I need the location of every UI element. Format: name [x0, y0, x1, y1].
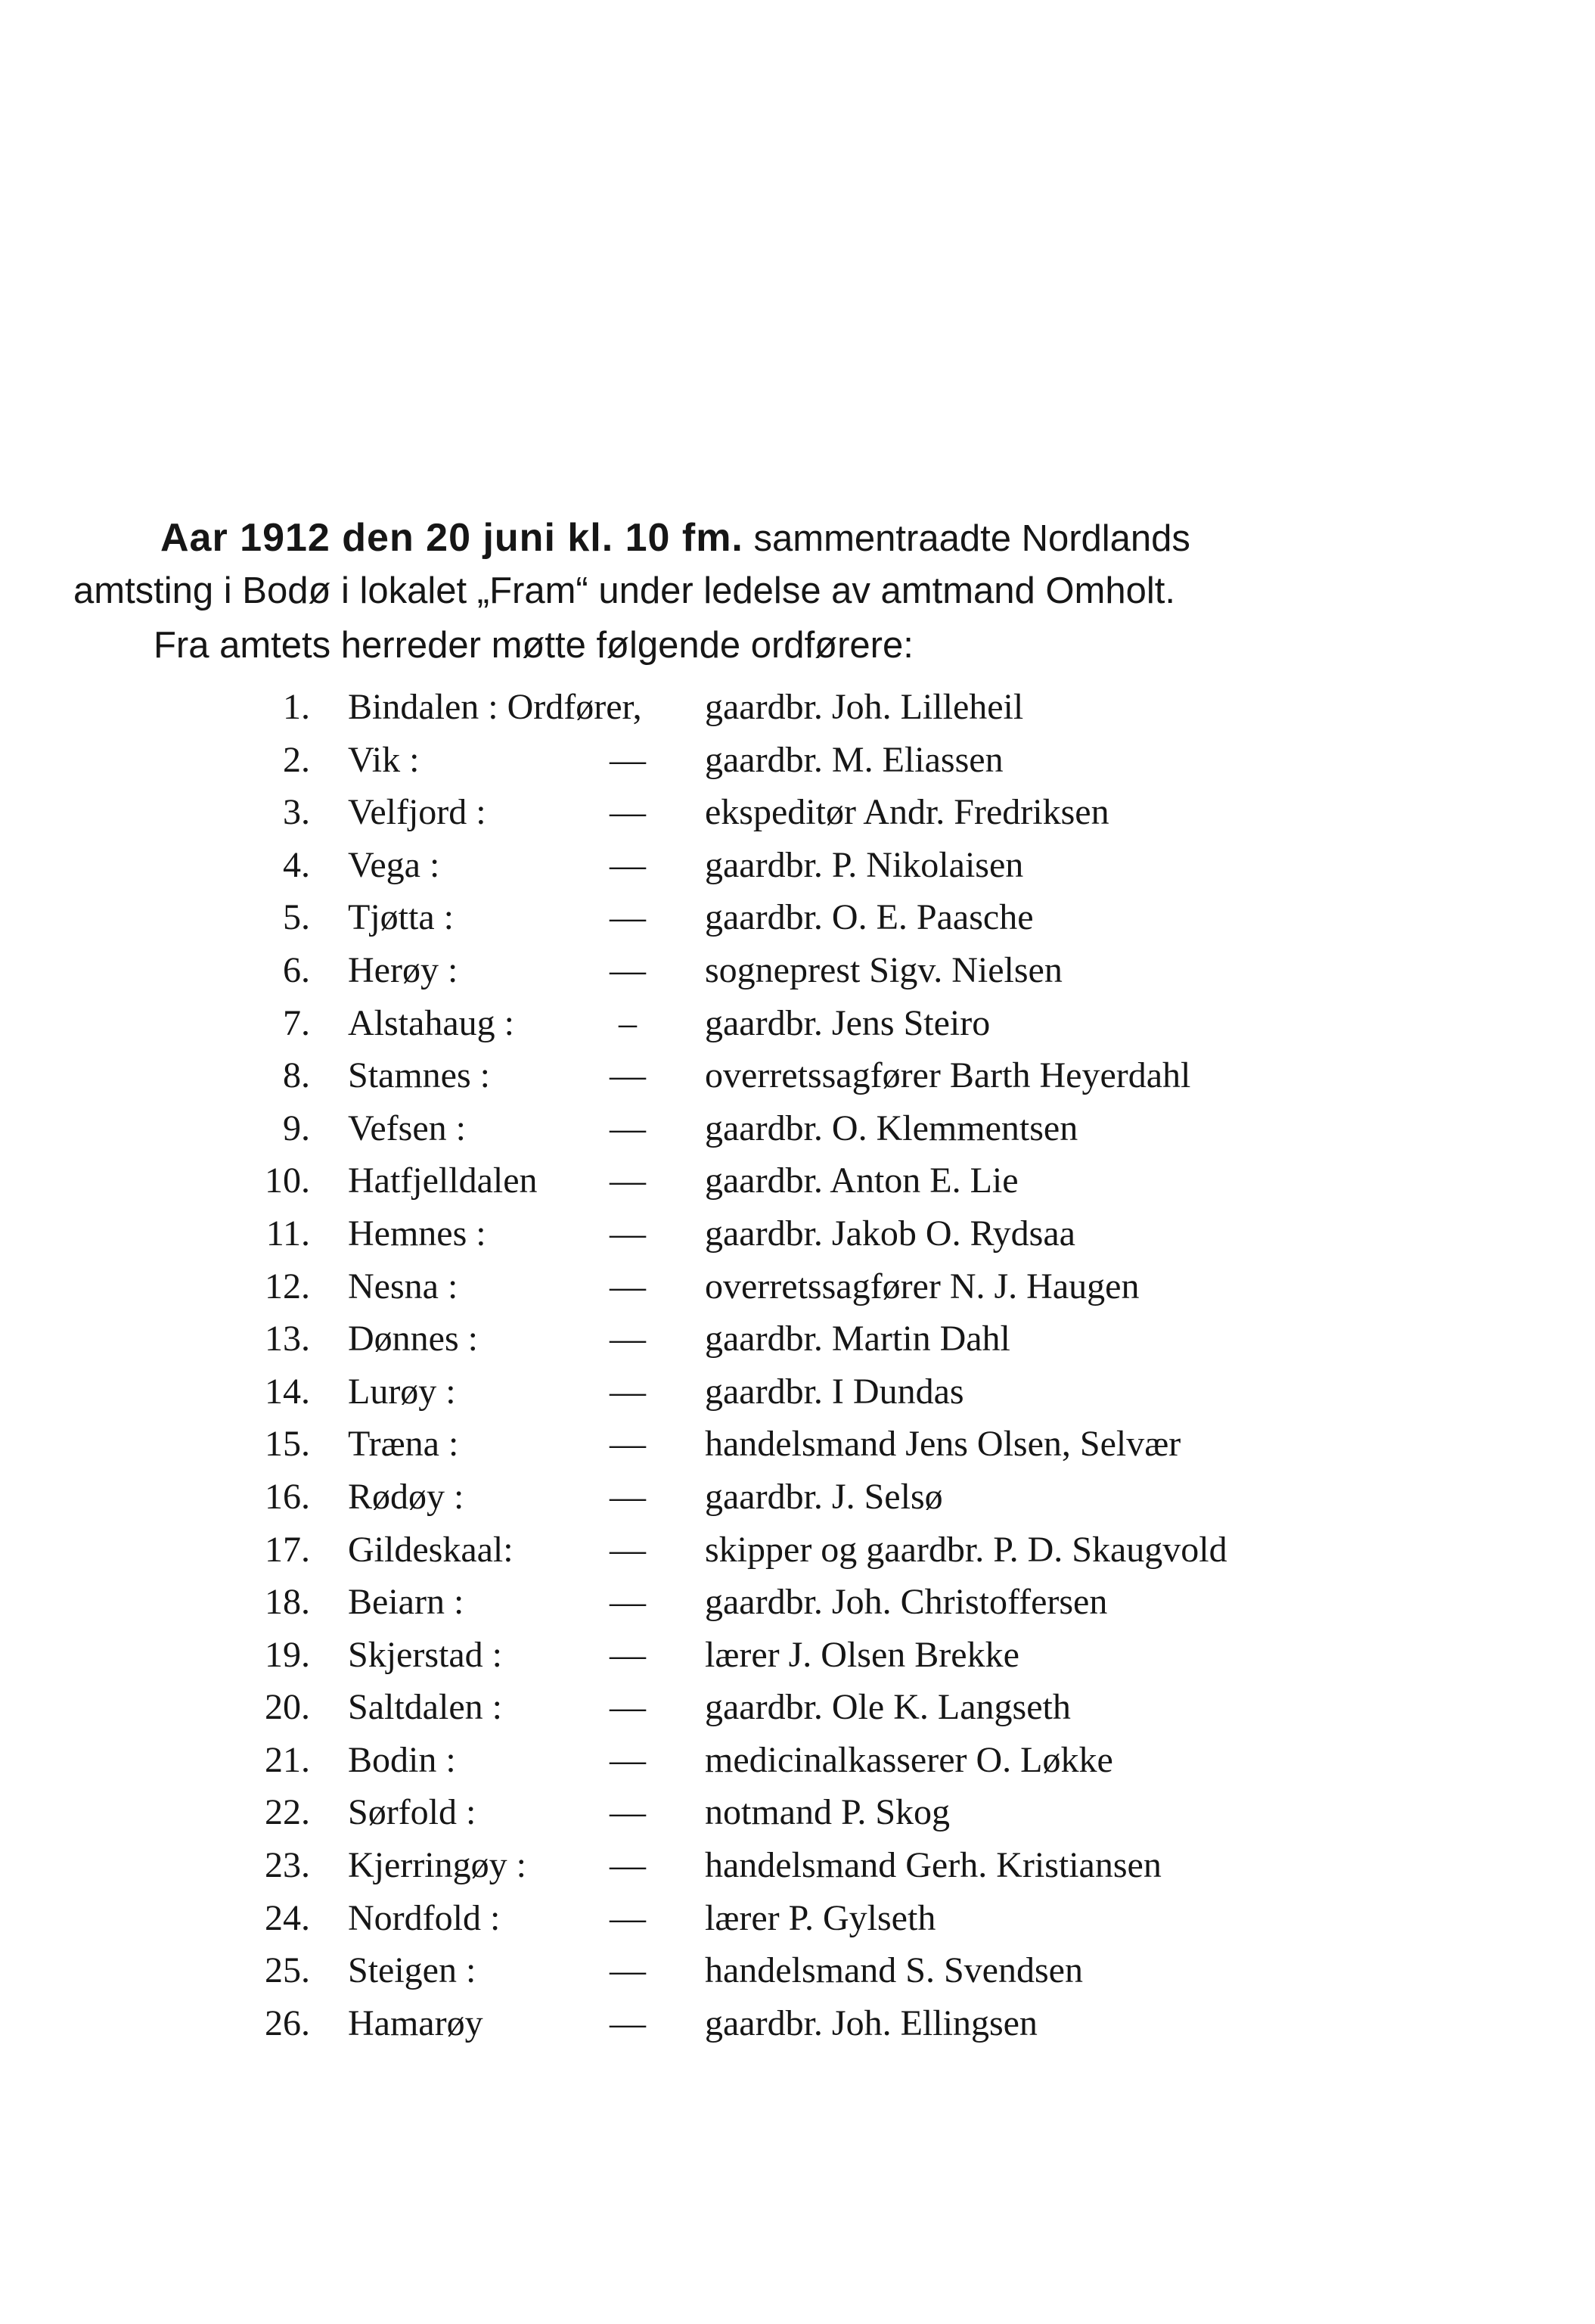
ditto-dash: — — [610, 1055, 646, 1096]
list-item — [0, 997, 1595, 1050]
ditto-dash: — — [610, 1319, 646, 1359]
ditto-dash: — — [610, 1108, 646, 1148]
entry-number: 16. — [265, 1476, 310, 1517]
municipality-name: Vik : — [348, 739, 420, 780]
municipality-name: Bindalen : Ordfører, — [348, 687, 642, 727]
entry-number: 20. — [265, 1687, 310, 1728]
representative-name: gaardbr. P. Nikolaisen — [705, 844, 1024, 885]
ditto-dash: — — [610, 1529, 646, 1570]
list-item — [0, 1524, 1595, 1577]
entry-number: 23. — [265, 1845, 310, 1886]
list-item — [0, 944, 1595, 997]
representative-name: gaardbr. J. Selsø — [705, 1476, 943, 1517]
ditto-dash: — — [610, 1739, 646, 1780]
entry-number: 13. — [265, 1319, 310, 1359]
entry-number: 21. — [265, 1739, 310, 1780]
entry-number: 15. — [265, 1424, 310, 1465]
entry-number: 2. — [283, 739, 310, 780]
entry-number: 12. — [265, 1266, 310, 1306]
representative-name: gaardbr. Ole K. Langseth — [705, 1687, 1071, 1728]
list-item — [0, 839, 1595, 892]
list-item — [0, 1839, 1595, 1892]
entry-number: 24. — [265, 1897, 310, 1938]
entry-number: 9. — [283, 1108, 310, 1148]
entry-number: 19. — [265, 1634, 310, 1675]
ditto-dash: — — [610, 1213, 646, 1254]
entry-number: 8. — [283, 1055, 310, 1096]
representative-name: handelsmand Jens Olsen, Selvær — [705, 1424, 1181, 1465]
municipality-name: Stamnes : — [348, 1055, 490, 1096]
representative-name: medicinalkasserer O. Løkke — [705, 1739, 1113, 1780]
entry-number: 25. — [265, 1950, 310, 1991]
representative-name: notmand P. Skog — [705, 1792, 951, 1833]
representative-name: gaardbr. O. E. Paasche — [705, 897, 1034, 938]
municipality-name: Beiarn : — [348, 1582, 464, 1623]
entry-number: 17. — [265, 1529, 310, 1570]
intro-line-3: Fra amtets herreder møtte følgende ordførere: — [154, 625, 914, 666]
heading-date: Aar 1912 den 20 juni kl. 10 fm. — [160, 516, 743, 560]
entry-number: 5. — [283, 897, 310, 938]
list-item — [0, 1260, 1595, 1313]
list-item — [0, 1576, 1595, 1629]
municipality-name: Gildeskaal: — [348, 1529, 514, 1570]
entry-number: 6. — [283, 949, 310, 990]
representative-name: gaardbr. Martin Dahl — [705, 1319, 1010, 1359]
representative-name: handelsmand S. Svendsen — [705, 1950, 1083, 1991]
list-item — [0, 1049, 1595, 1102]
ditto-dash: — — [610, 1845, 646, 1886]
list-item — [0, 1892, 1595, 1945]
representative-name: overretssagfører N. J. Haugen — [705, 1266, 1140, 1306]
list-item — [0, 1734, 1595, 1787]
municipality-name: Bodin : — [348, 1739, 456, 1780]
representative-name: gaardbr. I Dundas — [705, 1371, 964, 1412]
municipality-name: Kjerringøy : — [348, 1845, 526, 1886]
list-item — [0, 1681, 1595, 1734]
representative-name: gaardbr. Jens Steiro — [705, 1002, 991, 1043]
ditto-dash: – — [619, 1002, 637, 1043]
representative-name: handelsmand Gerh. Kristiansen — [705, 1845, 1162, 1886]
list-item — [0, 1471, 1595, 1524]
municipality-name: Hemnes : — [348, 1213, 486, 1254]
municipality-name: Hatfjelldalen — [348, 1160, 538, 1201]
municipality-name: Sørfold : — [348, 1792, 476, 1833]
representative-name: gaardbr. Joh. Ellingsen — [705, 2002, 1038, 2043]
municipality-name: Steigen : — [348, 1950, 476, 1991]
ditto-dash: — — [610, 949, 646, 990]
list-item — [0, 1997, 1595, 2050]
ditto-dash: — — [610, 2002, 646, 2043]
entry-number: 4. — [283, 844, 310, 885]
ditto-dash: — — [610, 1160, 646, 1201]
ditto-dash: — — [610, 1582, 646, 1623]
representative-name: gaardbr. Anton E. Lie — [705, 1160, 1019, 1201]
municipality-name: Alstahaug : — [348, 1002, 514, 1043]
municipality-name: Saltdalen : — [348, 1687, 502, 1728]
ditto-dash: — — [610, 1792, 646, 1833]
list-item — [0, 1786, 1595, 1839]
representative-name: lærer P. Gylseth — [705, 1897, 936, 1938]
list-item — [0, 1313, 1595, 1366]
ditto-dash: — — [610, 1266, 646, 1306]
attendee-list — [0, 681, 1595, 2049]
list-item — [0, 1207, 1595, 1260]
list-item — [0, 734, 1595, 787]
municipality-name: Vega : — [348, 844, 440, 885]
municipality-name: Træna : — [348, 1424, 459, 1465]
intro-line-2: amtsting i Bodø i lokalet „Fram“ under ledelse av amtmand Omholt. — [73, 570, 1175, 611]
municipality-name: Velfjord : — [348, 792, 486, 833]
list-item — [0, 1629, 1595, 1682]
representative-name: sogneprest Sigv. Nielsen — [705, 949, 1063, 990]
representative-name: gaardbr. Joh. Christoffersen — [705, 1582, 1108, 1623]
representative-name: overretssagfører Barth Heyerdahl — [705, 1055, 1191, 1096]
municipality-name: Rødøy : — [348, 1476, 464, 1517]
ditto-dash: — — [610, 1950, 646, 1991]
municipality-name: Tjøtta : — [348, 897, 454, 938]
municipality-name: Vefsen : — [348, 1108, 466, 1148]
entry-number: 10. — [265, 1160, 310, 1201]
list-item — [0, 681, 1595, 734]
list-item — [0, 891, 1595, 944]
list-item — [0, 1418, 1595, 1471]
ditto-dash: — — [610, 897, 646, 938]
entry-number: 14. — [265, 1371, 310, 1412]
entry-number: 11. — [265, 1213, 310, 1254]
representative-name: skipper og gaardbr. P. D. Skaugvold — [705, 1529, 1227, 1570]
representative-name: lærer J. Olsen Brekke — [705, 1634, 1019, 1675]
ditto-dash: — — [610, 1424, 646, 1465]
ditto-dash: — — [610, 1476, 646, 1517]
intro-line-1 — [160, 515, 1190, 561]
list-item — [0, 1944, 1595, 1997]
municipality-name: Nesna : — [348, 1266, 458, 1306]
list-item — [0, 786, 1595, 839]
ditto-dash: — — [610, 1897, 646, 1938]
entry-number: 18. — [265, 1582, 310, 1623]
ditto-dash: — — [610, 1687, 646, 1728]
ditto-dash: — — [610, 844, 646, 885]
entry-number: 1. — [283, 687, 310, 727]
representative-name: ekspeditør Andr. Fredriksen — [705, 792, 1109, 833]
representative-name: gaardbr. M. Eliassen — [705, 739, 1004, 780]
representative-name: gaardbr. O. Klemmentsen — [705, 1108, 1078, 1148]
intro-line-1-rest: sammentraadte Nordlands — [753, 518, 1190, 559]
list-item — [0, 1102, 1595, 1155]
municipality-name: Hamarøy — [348, 2002, 483, 2043]
entry-number: 7. — [283, 1002, 310, 1043]
municipality-name: Herøy : — [348, 949, 458, 990]
municipality-name: Lurøy : — [348, 1371, 456, 1412]
municipality-name: Nordfold : — [348, 1897, 501, 1938]
entry-number: 3. — [283, 792, 310, 833]
municipality-name: Skjerstad : — [348, 1634, 502, 1675]
ditto-dash: — — [610, 1371, 646, 1412]
municipality-name: Dønnes : — [348, 1319, 478, 1359]
ditto-dash: — — [610, 1634, 646, 1675]
ditto-dash: — — [610, 739, 646, 780]
entry-number: 26. — [265, 2002, 310, 2043]
ditto-dash: — — [610, 792, 646, 833]
list-item — [0, 1366, 1595, 1418]
representative-name: gaardbr. Joh. Lilleheil — [705, 687, 1024, 727]
entry-number: 22. — [265, 1792, 310, 1833]
list-item — [0, 1154, 1595, 1207]
representative-name: gaardbr. Jakob O. Rydsaa — [705, 1213, 1075, 1254]
